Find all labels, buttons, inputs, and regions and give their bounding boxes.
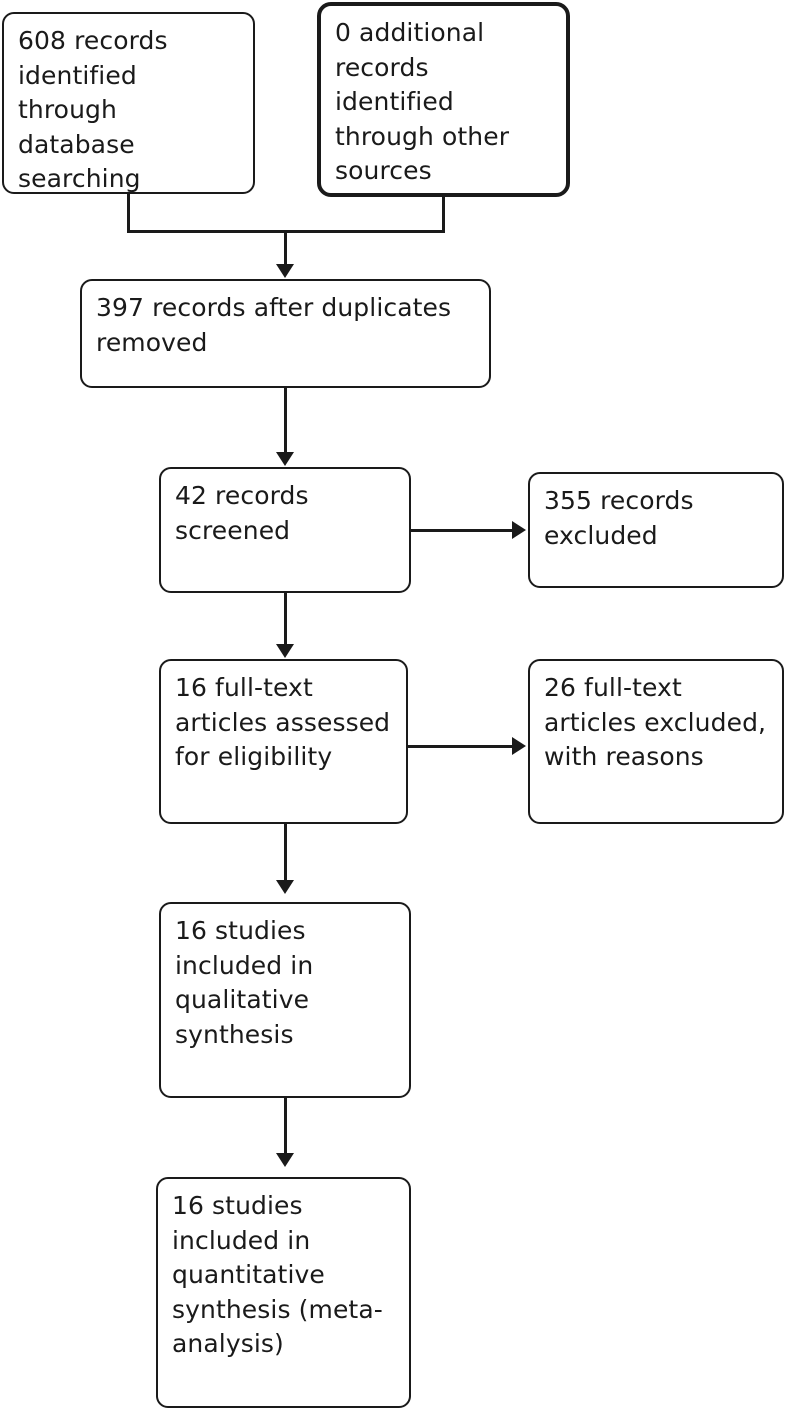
connector-db-down: [127, 194, 130, 232]
arrow-to-records-excluded: [512, 521, 526, 539]
connector-screened-to-fulltext: [284, 593, 287, 646]
connector-fulltext-to-qualitative: [284, 824, 287, 882]
box-quantitative-synthesis: 16 studies included in quantitative synthesis (meta-analysis): [156, 1177, 411, 1408]
box-fulltext-excluded: 26 full-text articles excluded, with reasons: [528, 659, 784, 824]
box-records-identified-other: 0 additional records identified through other sources: [317, 2, 570, 197]
box-fulltext-assessed: 16 full-text articles assessed for eligibility: [159, 659, 408, 824]
arrow-to-quantitative: [276, 1153, 294, 1167]
arrow-to-fulltext: [276, 644, 294, 658]
arrow-to-qualitative: [276, 880, 294, 894]
arrow-to-fulltext-excluded: [512, 737, 526, 755]
box-records-screened: 42 records screened: [159, 467, 411, 593]
box-records-identified-database: 608 records identified through database searching: [2, 12, 255, 194]
connector-screened-to-excluded: [411, 529, 514, 532]
connector-other-down: [442, 197, 445, 232]
arrow-to-screened: [276, 452, 294, 466]
box-duplicates-removed: 397 records after duplicates removed: [80, 279, 491, 388]
connector-join-to-duplicates: [284, 230, 287, 266]
arrow-to-duplicates: [276, 264, 294, 278]
connector-duplicates-to-screened: [284, 388, 287, 454]
connector-qualitative-to-quantitative: [284, 1098, 287, 1155]
box-records-excluded: 355 records excluded: [528, 472, 784, 588]
connector-fulltext-to-excluded: [408, 745, 514, 748]
box-qualitative-synthesis: 16 studies included in qualitative synthesis: [159, 902, 411, 1098]
